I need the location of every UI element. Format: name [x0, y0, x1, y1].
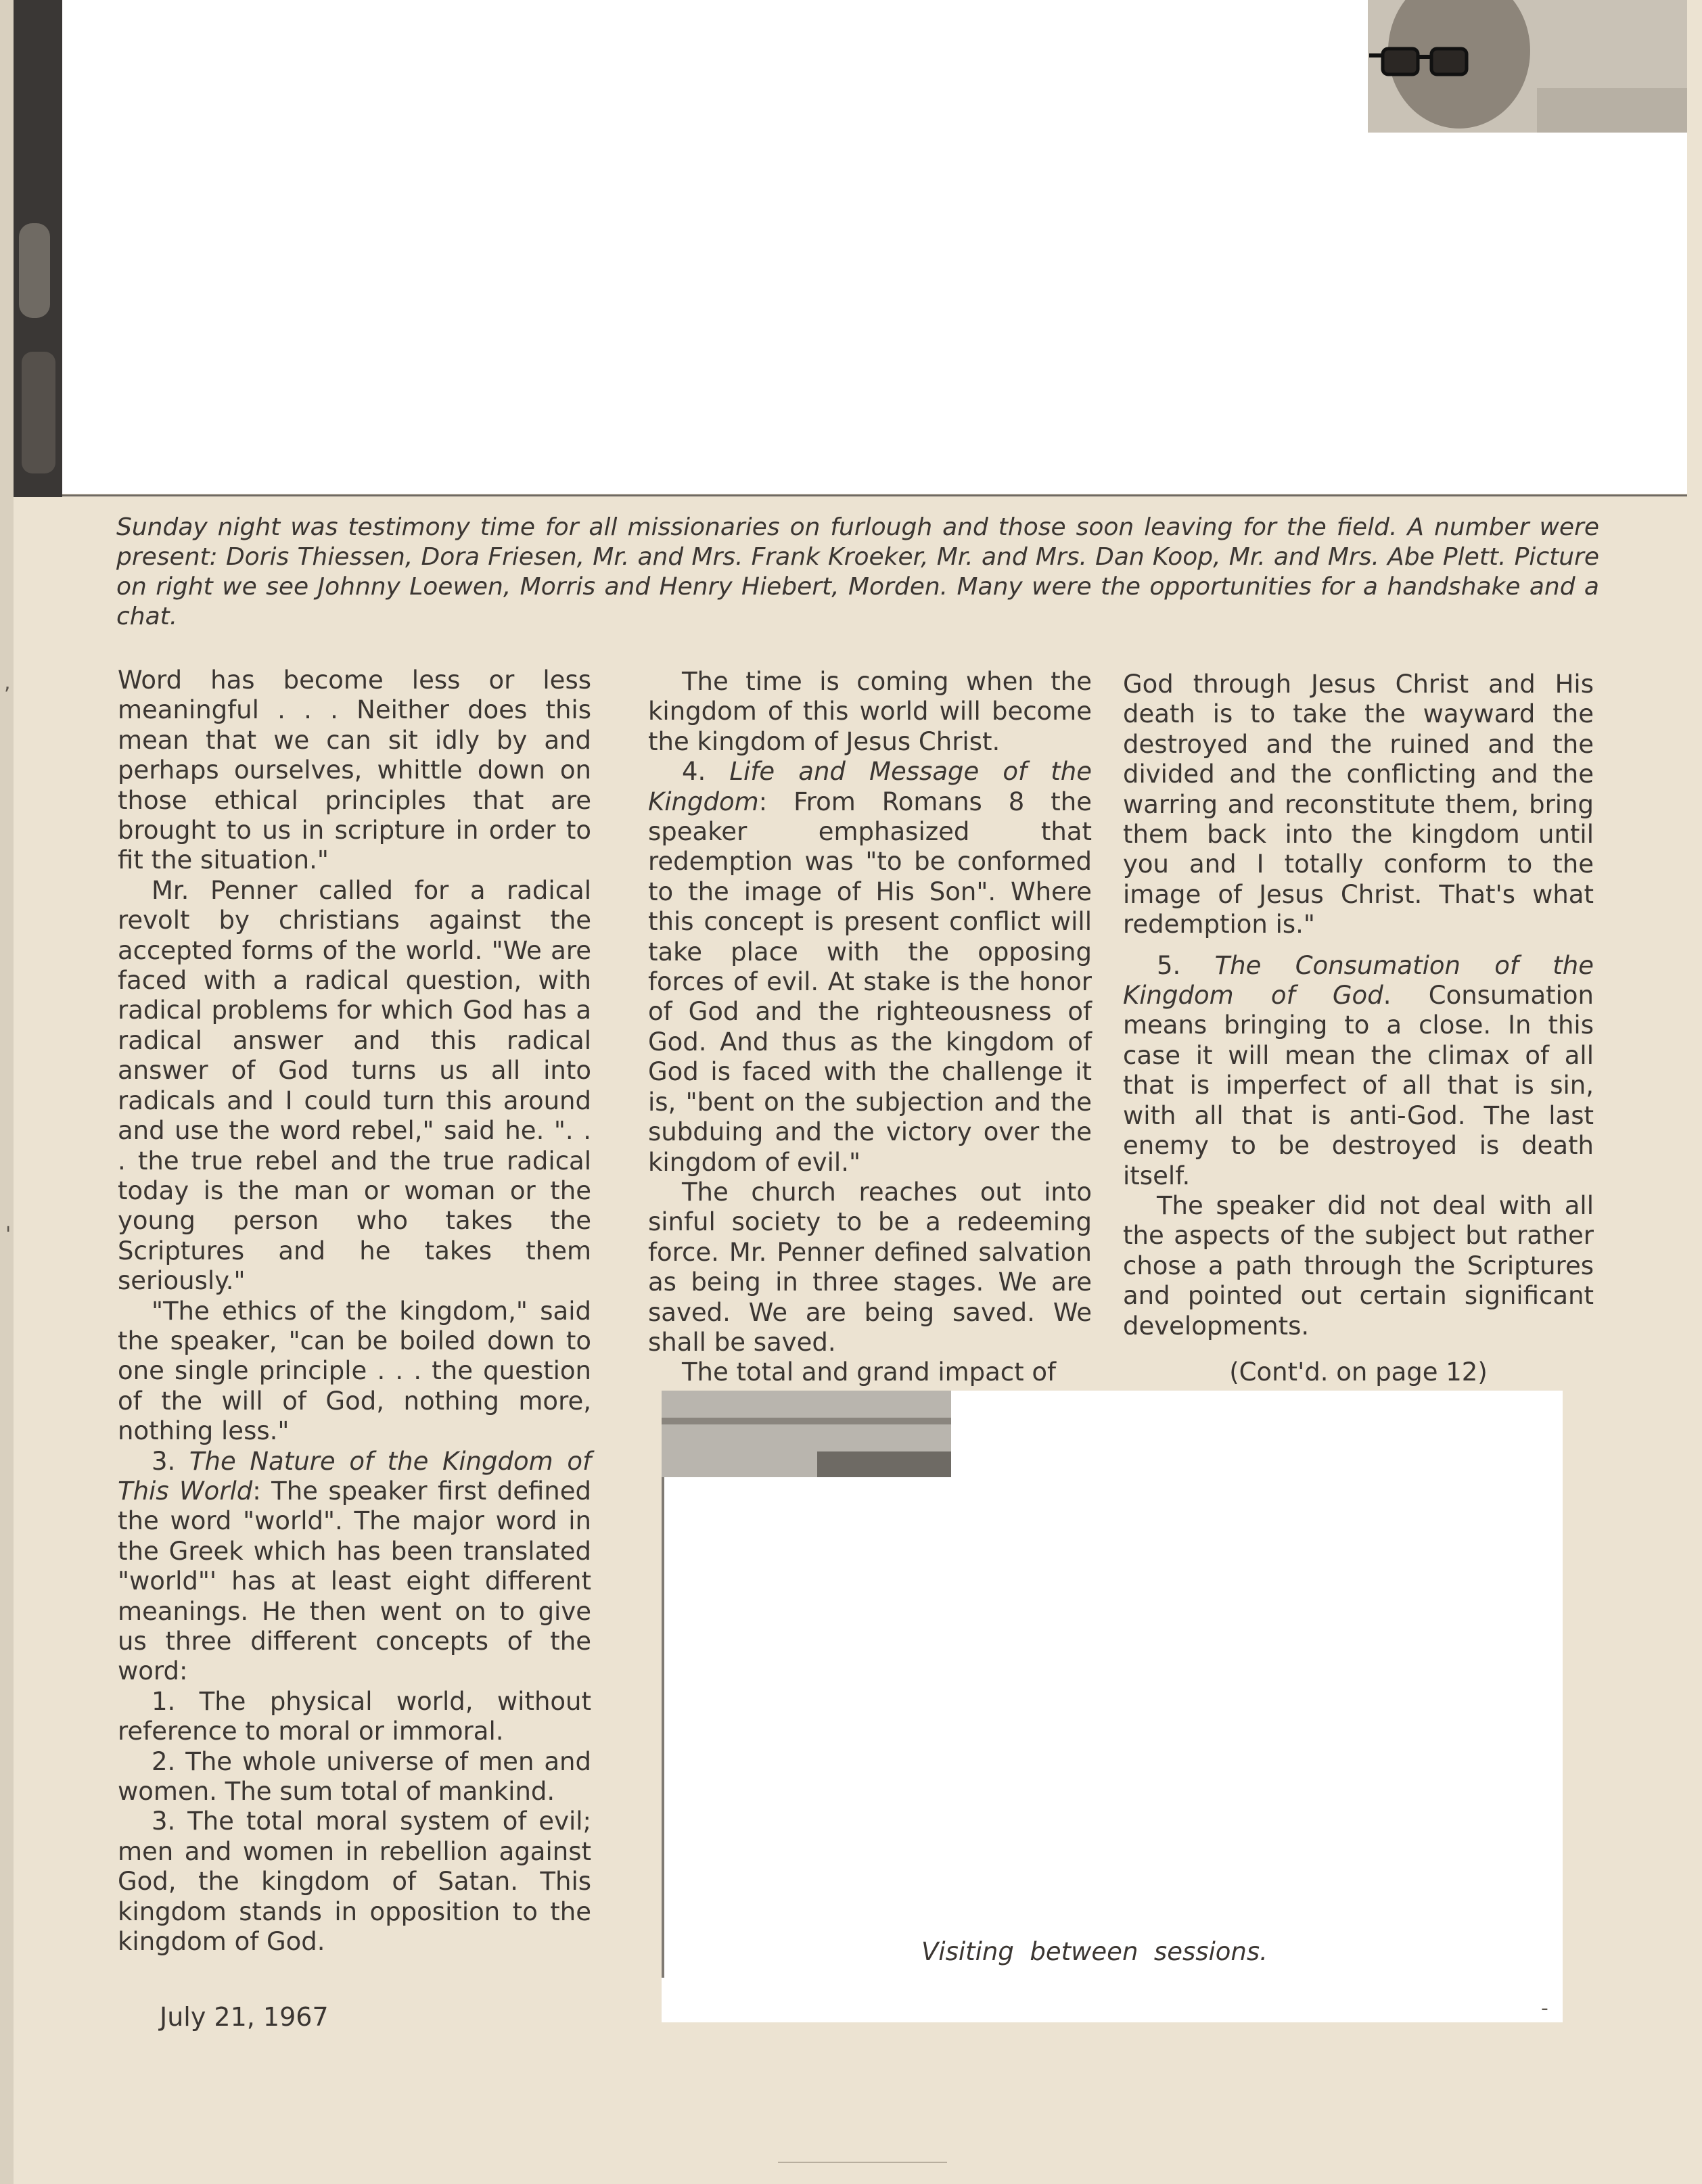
photo-figure-shape	[22, 352, 55, 473]
text-column-1	[118, 666, 591, 1957]
list-item: 1. The physical world, without reference to moral or immoral.	[118, 1686, 591, 1746]
bottom-photo	[662, 1391, 1563, 2022]
paragraph	[648, 757, 1092, 1178]
section-heading: The Nature of the Kingdom of This World	[118, 1446, 591, 1506]
photo-wall	[817, 1451, 951, 1477]
section-number: 4.	[681, 757, 730, 787]
paragraph: The speaker did not deal with all the aspects of the subject but rather chose a path through the Scriptures and pointed out certain significant developments.	[1123, 1190, 1594, 1341]
paragraph: Word has become less or less meaningful . . . Neither does this mean that we can sit idly by and perhaps ourselves, whittle down on those ethical principles that are brought to us in scripture in order to fit the situation."	[118, 666, 591, 875]
photo-caption-bottom: Visiting between sessions.	[921, 1937, 1268, 1966]
paragraph: The time is coming when the kingdom of this world will become the kingdom of Jesus Christ.	[648, 667, 1092, 756]
paragraph: God through Jesus Christ and His death is to take the wayward the destroyed and the ruined and the divided and the conflicting and the warring and reconstitute them, bring them back into the kingdom until you and I totally conform to the image of Jesus Christ. That's what redemption is."	[1123, 670, 1594, 939]
paragraph: The church reaches out into sinful society to be a redeeming force. Mr. Penner defined salvation as being in three stages. We are saved. We are being saved. We shall be saved.	[648, 1177, 1092, 1357]
paragraph-text: From Romans 8 the speaker emphasized that redemption was "to be conformed to the image of His Son". Where this concept is present conflict will take place with the opposing forces of evil. At stake is the honor of God and the righteousness of God. And thus as the kingdom of God is faced with the challenge it is, "bent on the subjection and the subduing and the victory over the kingdom of evil."	[648, 787, 1092, 1177]
heading-separator: :	[252, 1476, 272, 1506]
paragraph: The total and grand impact of	[681, 1357, 1057, 1387]
paragraph	[118, 1447, 591, 1687]
list-item: 3. The total moral system of evil; men and women in rebellion against God, the kingdom of Satan. This kingdom stands in opposition to the kingdom of God.	[118, 1807, 591, 1957]
text-column-3	[1123, 670, 1594, 1387]
margin-mark: -	[1541, 1997, 1548, 2020]
heading-separator: :	[758, 787, 794, 816]
page-rule	[778, 2162, 947, 2163]
photo-edge-strip	[14, 0, 62, 497]
photo-border	[662, 1477, 664, 1978]
paragraph: Mr. Penner called for a radical revolt by christians against the accepted forms of the world. "We are faced with a radical question, with radical problems for which God has a radical answer and this radical answer of God turns us all into radicals and I could turn this around and use the word rebel," said he. ". . . the true rebel and the true radical today is the man or woman or the young person who takes the Scriptures and he takes them seriously."	[118, 875, 591, 1296]
photo-caption-top: Sunday night was testimony time for all missionaries on furlough and those soon leaving for the field. A number were present: Doris Thiessen, Dora Friesen, Mr. and Mrs. Frank Kroeker, Mr. and Mrs. Dan Koop, Mr. and Mrs. Abe Plett. Picture on right we see Johnny Loewen, Morris and Henry Hiebert, Morden. Many were the opportunities for a handshake and a chat.	[116, 513, 1599, 630]
text-column-2	[648, 667, 1092, 1388]
glasses-icon	[1369, 42, 1477, 83]
heading-separator: .	[1383, 981, 1429, 1010]
paragraph: "The ethics of the kingdom," said the speaker, "can be boiled down to one single principle . . . the question of the will of God, nothing more, nothing less."	[118, 1296, 591, 1446]
photo-border	[62, 494, 1687, 496]
photo-figure-shape	[19, 223, 50, 318]
paragraph-text: Consumation means bringing to a close. In this case it will mean the climax of all that is imperfect of all that is sin, with all that is anti-God. The last enemy to be destroyed is death itself.	[1123, 981, 1594, 1190]
photo-corner	[1279, 1948, 1563, 2022]
list-item: 2. The whole universe of men and women. The sum total of mankind.	[118, 1746, 591, 1807]
photo-building-strip	[662, 1391, 951, 1477]
continued-note: (Cont'd. on page 12)	[1229, 1357, 1488, 1387]
paragraph-text: The speaker first defined the word "world". The major word in the Greek which has been translated "world"' has at least eight different meanings. He then went on to give us three different concepts of the word:	[118, 1476, 591, 1686]
section-heading: Life and Message of the Kingdom	[648, 757, 1092, 816]
page-edge	[0, 0, 14, 2184]
binding-mark: '	[5, 1223, 12, 1247]
section-number: 3.	[151, 1446, 189, 1476]
portrait-photo	[1368, 0, 1687, 133]
page-date: July 21, 1967	[160, 2002, 329, 2032]
portrait-background	[1537, 88, 1687, 133]
section-heading: The Consumation of the Kingdom of God	[1123, 950, 1594, 1010]
paragraph	[1123, 951, 1594, 1191]
binding-mark: ,	[4, 671, 11, 695]
section-number: 5.	[1156, 950, 1215, 980]
photo-roofline	[662, 1418, 951, 1424]
